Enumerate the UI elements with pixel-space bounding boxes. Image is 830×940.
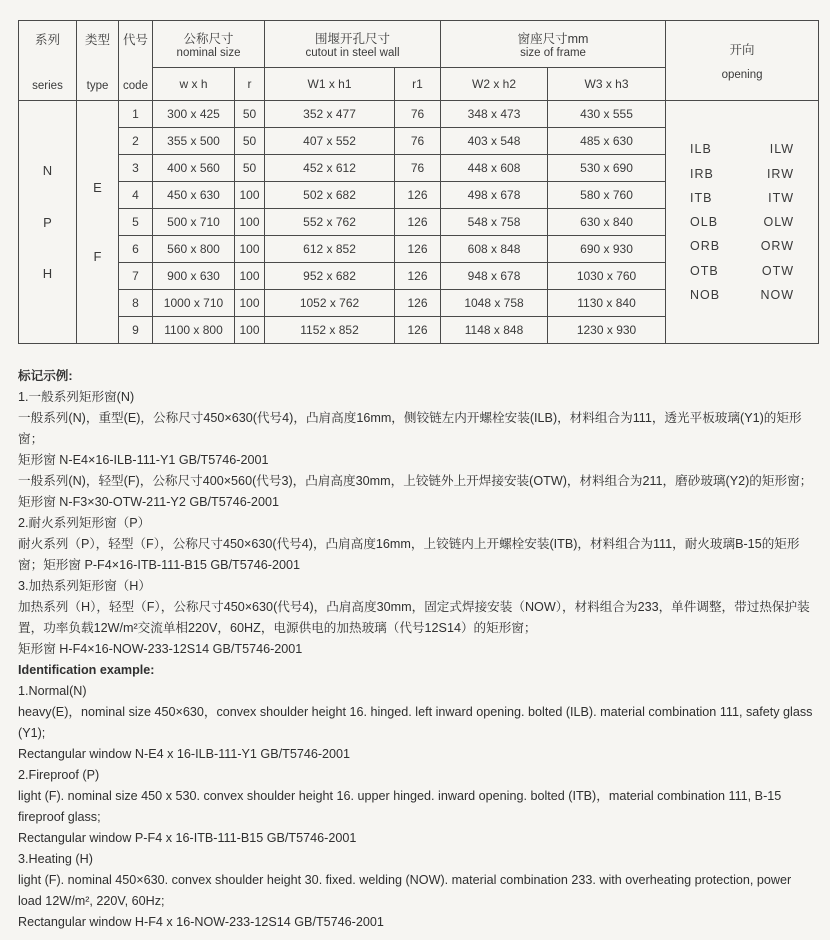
frame-w2h2-cell: 448 x 608 — [441, 155, 548, 182]
note-line: 3.Heating (H) — [18, 852, 93, 866]
nominal-r-cell: 50 — [235, 101, 265, 128]
opening-code: ILB — [690, 142, 712, 157]
nominal-r-cell: 100 — [235, 209, 265, 236]
note-line: 标记示例: — [18, 369, 73, 383]
opening-code: OTB — [690, 263, 719, 278]
code-cell: 4 — [119, 182, 153, 209]
note-line: 2.Fireproof (P) — [18, 768, 100, 782]
note-line: 2.耐火系列矩形窗（P） — [18, 516, 151, 530]
opening-code: ORB — [690, 239, 721, 254]
nominal-r-cell: 50 — [235, 155, 265, 182]
header-type-zh: 类型 — [84, 32, 110, 47]
nominal-r-cell: 100 — [235, 182, 265, 209]
header-nominal-en: nominal size — [176, 47, 241, 59]
cutout-r1-cell: 126 — [395, 317, 441, 344]
subheader-r1: r1 — [395, 68, 441, 101]
header-frame-zh: 窗座尺寸mm — [517, 32, 589, 46]
header-nominal-size — [153, 21, 265, 68]
nominal-r-cell: 100 — [235, 317, 265, 344]
code-cell: 8 — [119, 290, 153, 317]
code-cell: 2 — [119, 128, 153, 155]
note-line: 3.加热系列矩形窗（H） — [18, 579, 151, 593]
cutout-w1h1-cell: 407 x 552 — [265, 128, 395, 155]
opening-code: ITB — [690, 190, 713, 205]
code-cell: 9 — [119, 317, 153, 344]
header-series — [19, 21, 77, 101]
frame-w2h2-cell: 948 x 678 — [441, 263, 548, 290]
cutout-w1h1-cell: 502 x 682 — [265, 182, 395, 209]
opening-code: NOW — [760, 287, 795, 302]
note-line: Identification example: — [18, 663, 155, 677]
nominal-wh-cell: 560 x 800 — [153, 236, 235, 263]
note-line: 加热系列（H），轻型（F），公称尺寸450×630(代号4)，凸肩高度30mm，固定式焊接安装（NOW），材料组合为233，单件调整，带过热保护装置，功率负载12W/m²交流单相220V，60HZ，电源供电的加热玻璃（代号12S14）的矩形窗； — [18, 600, 810, 635]
subheader-w2xh2: W2 x h2 — [441, 68, 548, 101]
note-line: light (F). nominal 450×630. convex shoulder height 30. fixed. welding (NOW). material combination 233. with overheating protection, power load 12W/m², 220V, 60Hz; — [18, 873, 792, 908]
type-letter: F — [93, 248, 102, 264]
opening-code-pair — [690, 288, 794, 302]
opening-code: OLB — [690, 215, 719, 229]
subheader-w1xh1: W1 x h1 — [265, 68, 395, 101]
series-letter: P — [43, 214, 52, 230]
note-line: Rectangular window N-E4 x 16-ILB-111-Y1 GB/T5746-2001 — [18, 747, 351, 761]
nominal-r-cell: 100 — [235, 263, 265, 290]
note-line: 1.一般系列矩形窗(N) — [18, 390, 135, 404]
subheader-wxh: w x h — [153, 68, 235, 101]
cutout-r1-cell: 126 — [395, 236, 441, 263]
header-code-zh: 代号 — [122, 32, 148, 47]
header-cutout-zh: 围堰开孔尺寸 — [315, 32, 391, 46]
opening-code-pair — [690, 239, 794, 253]
note-line: Rectangular window H-F4 x 16-NOW-233-12S14 GB/T5746-2001 — [18, 915, 384, 929]
notes — [18, 366, 813, 933]
nominal-wh-cell: 1100 x 800 — [153, 317, 235, 344]
nominal-wh-cell: 450 x 630 — [153, 182, 235, 209]
frame-w3h3-cell: 580 x 760 — [548, 182, 666, 209]
nominal-wh-cell: 900 x 630 — [153, 263, 235, 290]
header-cutout — [265, 21, 441, 68]
nominal-r-cell: 100 — [235, 290, 265, 317]
opening-code-pair — [690, 264, 794, 278]
cutout-r1-cell: 126 — [395, 182, 441, 209]
window-size-table — [18, 20, 819, 344]
cutout-r1-cell: 76 — [395, 155, 441, 182]
note-line: 耐火系列（P），轻型（F），公称尺寸450×630(代号4)，凸肩高度16mm，上铰链内上开螺栓安装(ITB)，材料组合为111，耐火玻璃B-15的矩形窗；矩形窗 P-F4×16-ITB-111-B15 GB/T5746-2001 — [18, 537, 800, 572]
header-nominal-zh: 公称尺寸 — [183, 32, 234, 46]
nominal-wh-cell: 500 x 710 — [153, 209, 235, 236]
nominal-r-cell: 100 — [235, 236, 265, 263]
cutout-w1h1-cell: 352 x 477 — [265, 101, 395, 128]
cutout-r1-cell: 76 — [395, 128, 441, 155]
note-line: light (F). nominal size 450 x 530. convex shoulder height 16. upper hinged. inward opening. bolted (ITB)，material combination 111, B-15 fireproof glass; — [18, 789, 782, 824]
frame-w3h3-cell: 630 x 840 — [548, 209, 666, 236]
frame-w3h3-cell: 430 x 555 — [548, 101, 666, 128]
note-line: 矩形窗 N-E4×16-ILB-111-Y1 GB/T5746-2001 — [18, 453, 269, 467]
cutout-r1-cell: 76 — [395, 101, 441, 128]
code-cell: 5 — [119, 209, 153, 236]
note-line: 一般系列(N)，轻型(F)，公称尺寸400×560(代号3)，凸肩高度30mm，上铰链外上开焊接安装(OTW)，材料组合为211，磨砂玻璃(Y2)的矩形窗； — [18, 474, 813, 488]
opening-code: IRW — [766, 166, 795, 181]
code-cell: 6 — [119, 236, 153, 263]
opening-code: NOB — [690, 287, 721, 302]
frame-w3h3-cell: 690 x 930 — [548, 236, 666, 263]
frame-w2h2-cell: 1048 x 758 — [441, 290, 548, 317]
code-cell: 7 — [119, 263, 153, 290]
table-body — [19, 101, 819, 344]
frame-w3h3-cell: 485 x 630 — [548, 128, 666, 155]
cutout-w1h1-cell: 1052 x 762 — [265, 290, 395, 317]
opening-code: OTW — [761, 263, 795, 278]
header-opening-en: opening — [721, 68, 763, 81]
opening-code: ORW — [760, 239, 795, 254]
note-line: Rectangular window P-F4 x 16-ITB-111-B15 GB/T5746-2001 — [18, 831, 357, 845]
nominal-wh-cell: 400 x 560 — [153, 155, 235, 182]
frame-w3h3-cell: 1230 x 930 — [548, 317, 666, 344]
header-series-zh: 系列 — [34, 32, 60, 47]
series-letter: H — [42, 265, 53, 281]
note-line: 矩形窗 H-F4×16-NOW-233-12S14 GB/T5746-2001 — [18, 642, 303, 656]
header-frame-size — [441, 21, 666, 68]
opening-code: IRB — [690, 166, 714, 181]
cutout-r1-cell: 126 — [395, 209, 441, 236]
table-row — [19, 101, 819, 128]
subheader-w3xh3: W3 x h3 — [548, 68, 666, 101]
header-cutout-en: cutout in steel wall — [305, 47, 400, 59]
header-opening-zh: 开向 — [729, 43, 755, 58]
opening-code-pair — [690, 142, 794, 156]
note-line: 一般系列(N)，重型(E)，公称尺寸450×630(代号4)，凸肩高度16mm，侧铰链左内开螺栓安装(ILB)，材料组合为111，透光平板玻璃(Y1)的矩形窗； — [18, 411, 802, 446]
table-header — [19, 21, 819, 101]
nominal-wh-cell: 1000 x 710 — [153, 290, 235, 317]
note-line: heavy(E)，nominal size 450×630，convex shoulder height 16. hinged. left inward opening. bolted (ILB). material combination 111, safety glass (Y1); — [18, 705, 813, 740]
nominal-r-cell: 50 — [235, 128, 265, 155]
nominal-wh-cell: 300 x 425 — [153, 101, 235, 128]
cutout-w1h1-cell: 952 x 682 — [265, 263, 395, 290]
header-type — [77, 21, 119, 101]
cutout-w1h1-cell: 452 x 612 — [265, 155, 395, 182]
type-cell — [77, 101, 119, 344]
header-frame-en: size of frame — [520, 47, 586, 59]
note-line: 1.Normal(N) — [18, 684, 87, 698]
cutout-r1-cell: 126 — [395, 290, 441, 317]
header-code — [119, 21, 153, 101]
cutout-r1-cell: 126 — [395, 263, 441, 290]
frame-w2h2-cell: 348 x 473 — [441, 101, 548, 128]
note-line: 矩形窗 N-F3×30-OTW-211-Y2 GB/T5746-2001 — [18, 495, 279, 509]
header-type-en: type — [86, 79, 109, 92]
series-cell — [19, 101, 77, 344]
opening-code: OLW — [763, 215, 795, 229]
opening-code-pair — [690, 215, 794, 229]
frame-w3h3-cell: 1130 x 840 — [548, 290, 666, 317]
opening-code-pair — [690, 167, 794, 181]
type-letter: E — [93, 180, 102, 196]
header-opening — [666, 21, 819, 101]
opening-code: ILW — [769, 142, 795, 157]
series-letter: N — [42, 163, 53, 179]
code-cell: 3 — [119, 155, 153, 182]
frame-w2h2-cell: 1148 x 848 — [441, 317, 548, 344]
subheader-r: r — [235, 68, 265, 101]
nominal-wh-cell: 355 x 500 — [153, 128, 235, 155]
header-series-en: series — [32, 79, 63, 92]
frame-w2h2-cell: 548 x 758 — [441, 209, 548, 236]
frame-w3h3-cell: 530 x 690 — [548, 155, 666, 182]
frame-w2h2-cell: 403 x 548 — [441, 128, 548, 155]
cutout-w1h1-cell: 1152 x 852 — [265, 317, 395, 344]
frame-w2h2-cell: 608 x 848 — [441, 236, 548, 263]
frame-w2h2-cell: 498 x 678 — [441, 182, 548, 209]
frame-w3h3-cell: 1030 x 760 — [548, 263, 666, 290]
opening-code-pair — [690, 191, 794, 205]
header-code-en: code — [123, 79, 148, 92]
cutout-w1h1-cell: 612 x 852 — [265, 236, 395, 263]
cutout-w1h1-cell: 552 x 762 — [265, 209, 395, 236]
opening-cell — [666, 101, 819, 344]
code-cell: 1 — [119, 101, 153, 128]
opening-code: ITW — [768, 190, 795, 205]
